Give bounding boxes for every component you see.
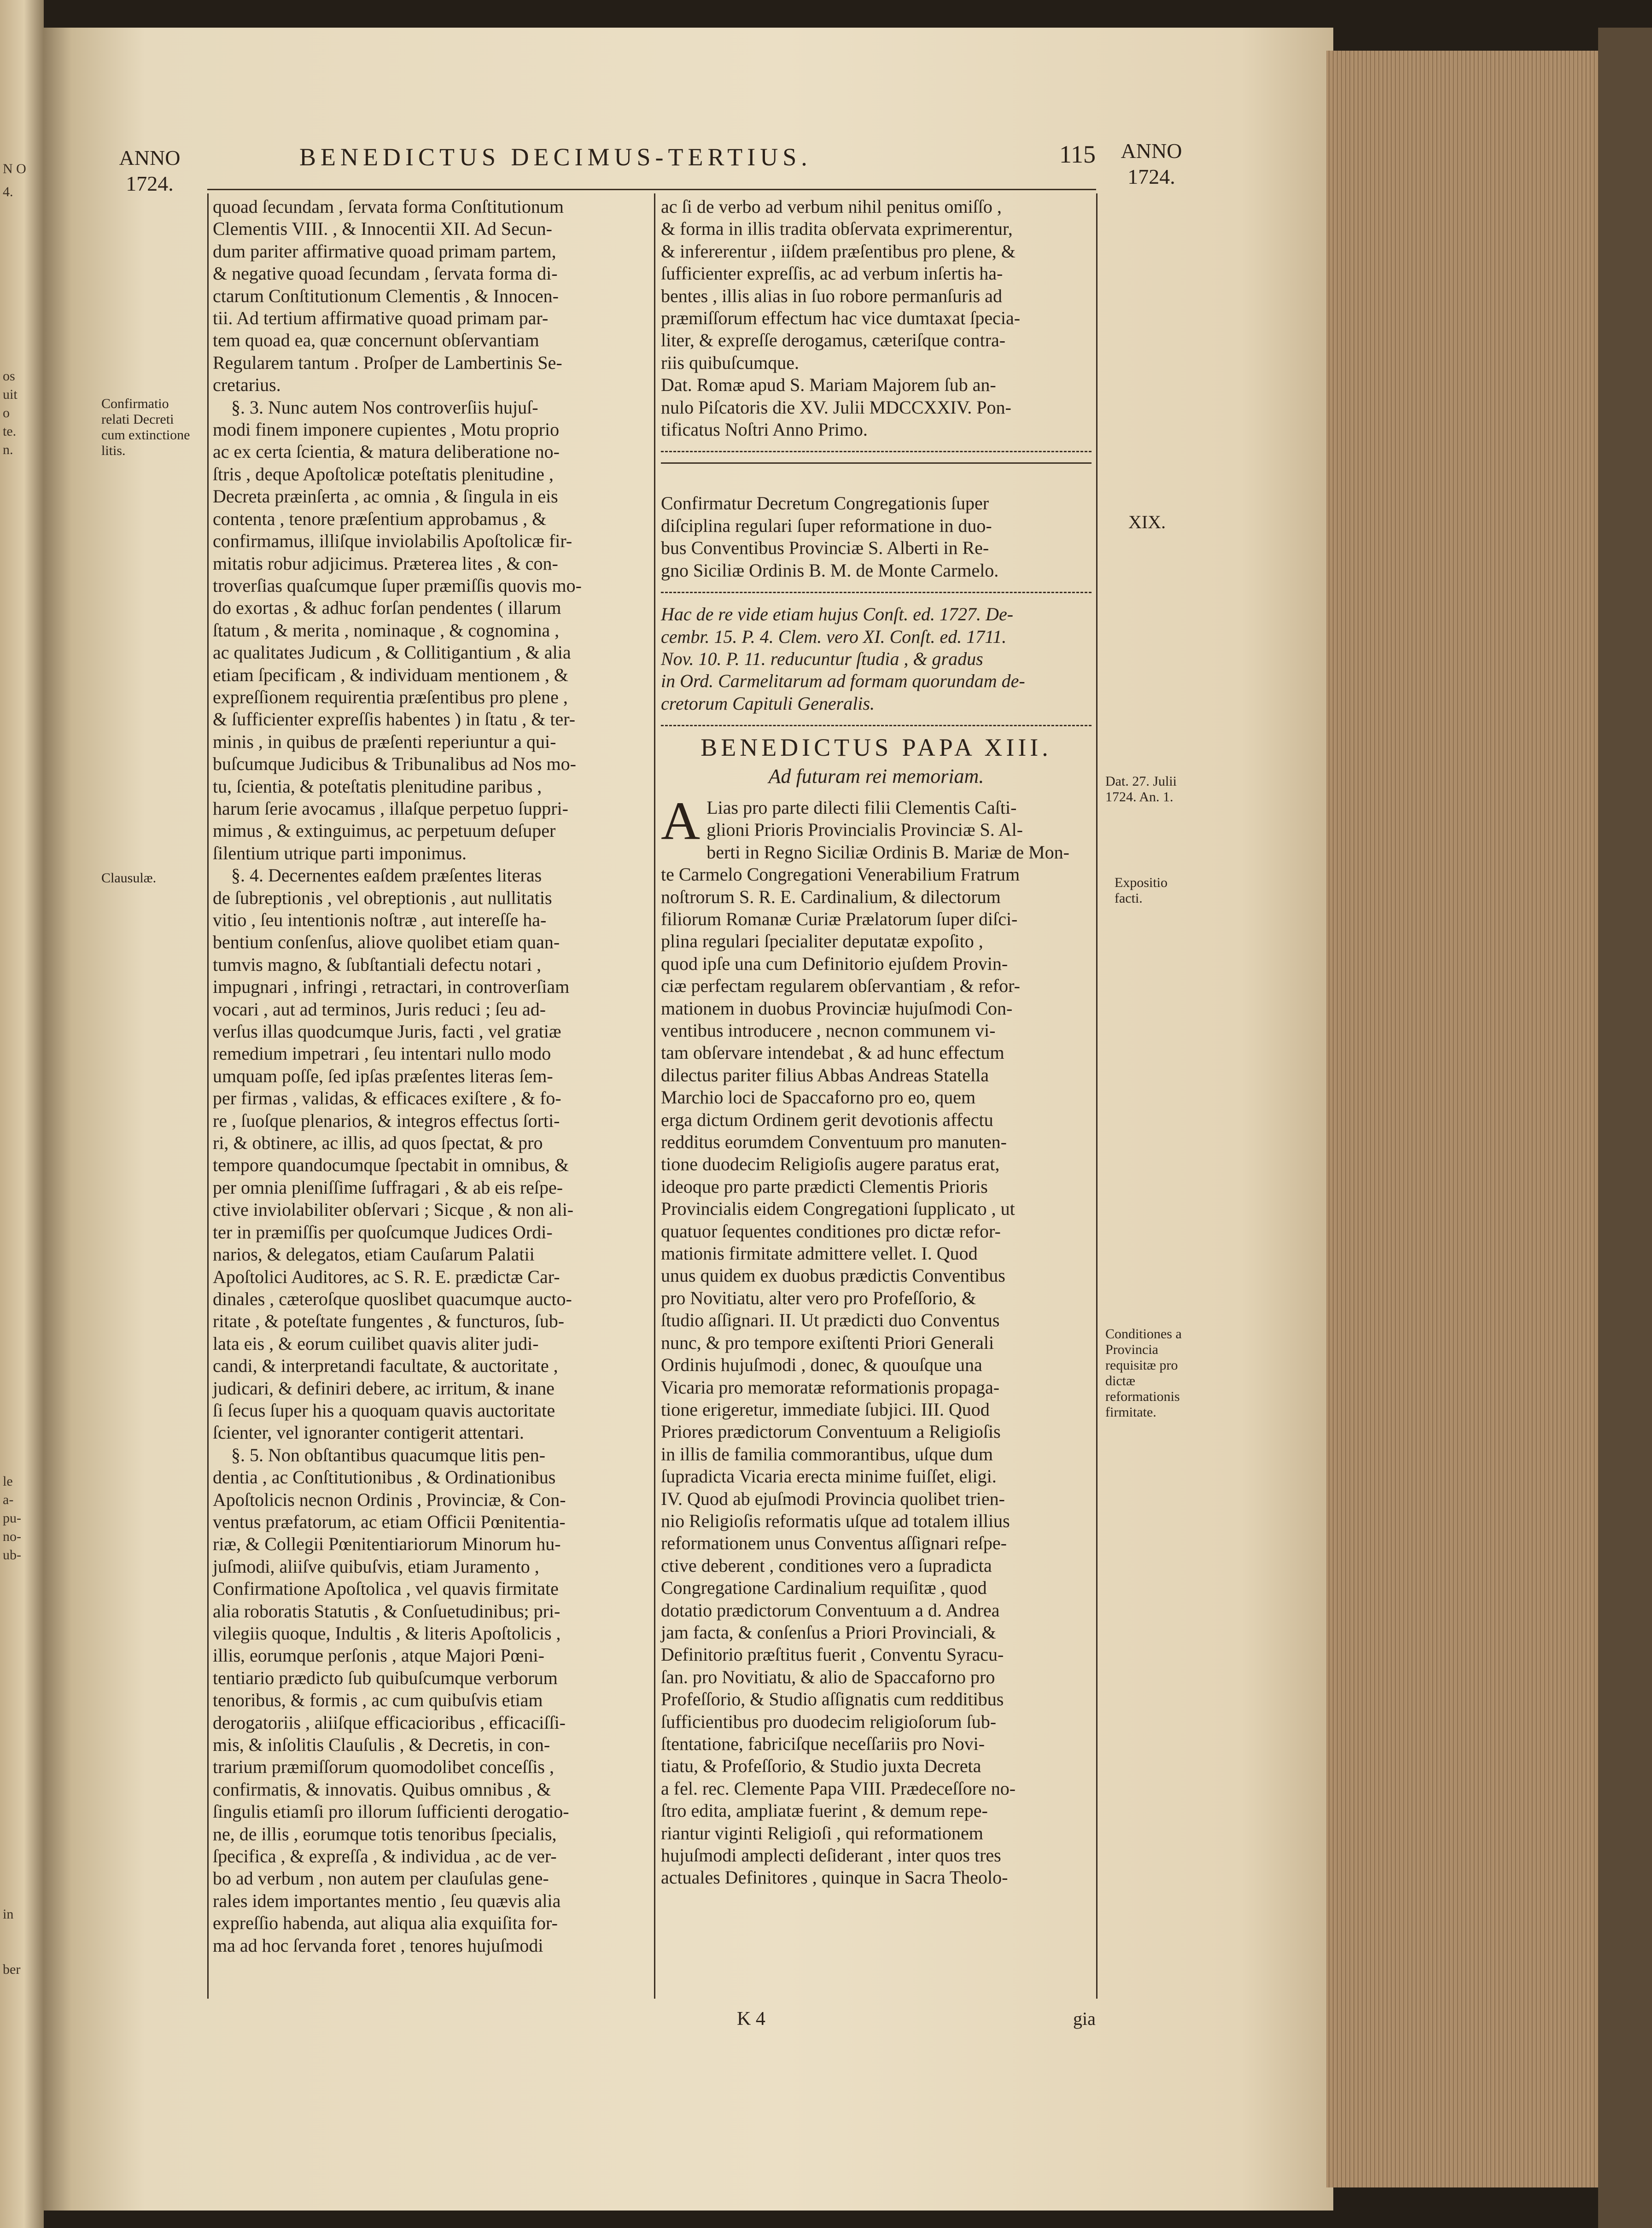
text-line: alia roboratis Statutis , & Conſuetudinibus; pri- [213, 1600, 560, 1621]
section-rule [661, 451, 1092, 452]
text-line: confirmamus, illiſque inviolabilis Apoſtolicæ fir- [213, 531, 572, 552]
text-line: Nov. 10. P. 11. reducuntur ſtudia , & gradus [661, 648, 983, 669]
papa-title: BENEDICTUS PAPA XIII. [700, 734, 1052, 762]
text-line: bo ad verbum , non autem per clauſulas gene- [213, 1868, 549, 1889]
text-line: ſtudio aſſignari. II. Ut prædicti duo Conventus [661, 1310, 1000, 1331]
page-number: 115 [1059, 140, 1096, 168]
text-line: ventus præfatorum, ac etiam Officii Pœnitentia- [213, 1511, 566, 1532]
text-line: per firmas , validas, & efficaces exiſtere , & fo- [213, 1088, 561, 1109]
text-line: umquam poſſe, ſed ipſas præſentes literas ſem- [213, 1065, 553, 1086]
prev-fragment: te. [3, 424, 17, 439]
margin-year-left [106, 145, 193, 197]
text-line: tem quoad ea, quæ concernunt obſervantiam [213, 330, 539, 351]
prev-fragment: 4. [3, 184, 13, 199]
text-line: vilegiis quoque, Indultis , & literis Apoſtolicis , [213, 1623, 561, 1644]
text-line: tii. Ad tertium affirmative quoad primam par- [213, 308, 549, 329]
text-line: ctive inviolabiliter obſervari ; Sicque , & non ali- [213, 1199, 574, 1220]
text-line: & negative quoad ſecundam , ſervata forma di- [213, 263, 558, 284]
text-line: de ſubreptionis , vel obreptionis , aut nullitatis [213, 887, 552, 908]
text-line: & forma in illis tradita obſervata exprimerentur, [661, 218, 1013, 239]
text-line: mis, & inſolitis Clauſulis , & Decretis, in con- [213, 1734, 550, 1756]
text-line: reformationem unus Conventus aſſignari reſpe- [661, 1533, 1007, 1554]
text-line: modi finem imponere cupientes , Motu proprio [213, 419, 560, 440]
text-line: ideoque pro parte prædicti Clementis Prioris [661, 1176, 988, 1197]
text-line: Apoſtolici Auditores, ac S. R. E. prædictæ Car- [213, 1266, 560, 1287]
text-line: dentia , ac Conſtitutionibus , & Ordinationibus [213, 1467, 556, 1488]
text-line: dilectus pariter filius Abbas Andreas Statella [661, 1064, 989, 1085]
text-line: filiorum Romanæ Curiæ Prælatorum ſuper diſci- [661, 908, 1018, 929]
text-line: narios, & delegatos, etiam Cauſarum Palatii [213, 1244, 535, 1265]
margin-note-date: Dat. 27. Julii 1724. An. 1. [1105, 774, 1177, 805]
text-line: nio Religioſis reformatis uſque ad totalem illius [661, 1510, 1010, 1531]
text-line: tione erigeretur, immediate ſubjici. III. Quod [661, 1399, 990, 1420]
text-line: §. 5. Non obſtantibus quacumque litis pen- [231, 1444, 546, 1465]
text-line: diſciplina regulari ſuper reformatione in duo- [661, 515, 992, 536]
text-line: ac ſi de verbo ad verbum nihil penitus omiſſo , [661, 196, 1002, 217]
year-label: 1724. [126, 172, 174, 195]
margin-year-right [1105, 138, 1197, 190]
text-line: Dat. Romæ apud S. Mariam Majorem ſub an- [661, 374, 996, 396]
text-line: dum pariter affirmative quoad primam partem, [213, 240, 556, 262]
text-line: riis quibuſcumque. [661, 352, 799, 373]
text-line: tificatus Noſtri Anno Primo. [661, 419, 868, 440]
text-line: jam facta, & conſenſus a Priori Provinciali, & [661, 1621, 996, 1643]
text-line: in illis de familia commorantibus, uſque dum [661, 1443, 993, 1464]
constitution-number: XIX. [1128, 512, 1166, 532]
text-line: ventibus introducere , necnon communem vi- [661, 1020, 996, 1041]
prev-fragment: n. [3, 442, 13, 457]
text-line: vitio , ſeu intentionis noſtræ , aut intereſſe ha- [213, 910, 547, 930]
text-line: liter, & expreſſe derogamus, cæteriſque contra- [661, 330, 1006, 351]
text-line: Confirmatur Decretum Congregationis ſuper [661, 493, 989, 514]
text-line: Provincialis eidem Congregationi ſupplicato , ut [661, 1198, 1015, 1219]
text-line: ritate , & poteſtate fungentes , & functuros, ſub- [213, 1311, 565, 1332]
text-line: ſtro edita, ampliatæ fuerint , & demum repe- [661, 1800, 988, 1821]
header-rule [207, 189, 1096, 190]
prev-fragment: os [3, 368, 15, 384]
prev-fragment: ber [3, 1962, 21, 1977]
column-rule-middle [654, 193, 655, 1999]
text-line: plina regulari ſpecialiter deputatæ expoſito , [661, 931, 983, 952]
text-line: ſtentatione, fabriciſque neceſſariis pro Novi- [661, 1733, 985, 1754]
text-line: tu, ſcientia, & poteſtatis plenitudine paribus , [213, 776, 542, 797]
year-label: 1724. [1127, 165, 1175, 188]
text-line: Apoſtolicis necnon Ordinis , Provinciæ, & Con- [213, 1489, 566, 1510]
text-line: & infererentur , iiſdem præſentibus pro plene, & [661, 240, 1016, 262]
text-line: noſtrorum S. R. E. Cardinalium, & dilectorum [661, 886, 1001, 907]
text-line: mationem in duobus Provinciæ hujuſmodi Con- [661, 997, 1013, 1019]
text-line: Ordinis hujuſmodi , donec, & quouſque una [661, 1354, 982, 1376]
text-line: ſtatum , & merita , nominaque , & cognomina , [213, 619, 560, 641]
text-line: mitatis robur adjicimus. Præterea lites , & con- [213, 553, 558, 574]
text-line: Priores prædictorum Conventuum a Religioſis [661, 1421, 1001, 1442]
prev-fragment: ub- [3, 1547, 21, 1563]
text-line: derogatoriis , aliiſque efficacioribus , efficaciſſi- [213, 1712, 566, 1733]
text-line: tenoribus, & formis , ac cum quibuſvis etiam [213, 1690, 543, 1711]
text-line: bentium conſenſus, aliove quolibet etiam quan- [213, 932, 560, 953]
text-line: unus quidem ex duobus prædictis Conventibus [661, 1265, 1005, 1286]
running-head: BENEDICTUS DECIMUS-TERTIUS. [299, 143, 812, 171]
letter-body [661, 790, 1092, 1889]
text-line: tam obſervare intendebat , & ad hunc effectum [661, 1042, 1004, 1063]
text-line: a fel. rec. Clemente Papa VIII. Prædeceſſore no- [661, 1778, 1016, 1799]
text-line: riantur viginti Religioſi , qui reformationem [661, 1822, 983, 1843]
text-line: ſingulis etiamſi pro illorum ſufficienti derogatio- [213, 1801, 569, 1822]
margin-note-conditiones: Conditiones a Provincia requisitæ pro dictæ reformationis firmitate. [1105, 1326, 1182, 1420]
reference-note [661, 603, 1092, 715]
text-line: riæ, & Collegii Pœnitentiariorum Minorum hu- [213, 1534, 561, 1555]
section-rule [661, 462, 1092, 464]
text-line: vocari , aut ad terminos, Juris reduci ; ſeu ad- [213, 998, 546, 1020]
text-line: mimus , & extinguimus, ac perpetuum deſuper [213, 820, 556, 841]
section-rule [661, 725, 1092, 726]
text-line: verſus illas quodcumque Juris, facti , vel gratiæ [213, 1021, 561, 1042]
text-line: præmiſſorum effectum hac vice dumtaxat ſpecia- [661, 308, 1021, 329]
left-column [213, 196, 648, 1957]
text-line: Lias pro parte dilecti filii Clementis Caſti- [706, 797, 1017, 818]
text-line: pro Novitiatu, alter vero pro Profeſſorio, & [661, 1287, 976, 1308]
text-line: nunc, & pro tempore exiſtenti Priori Generali [661, 1332, 994, 1353]
text-line: quatuor ſequentes conditiones pro dictæ refor- [661, 1220, 1001, 1242]
text-line: ma ad hoc ſervanda foret , tenores hujuſmodi [213, 1935, 543, 1956]
text-line: quod ipſe una cum Definitorio ejuſdem Provin- [661, 953, 1008, 974]
text-line: judicari, & definiri debere, ac irritum, & inane [213, 1377, 555, 1399]
text-line: bus Conventibus Provinciæ S. Alberti in Re- [661, 537, 989, 559]
text-line: Clementis VIII. , & Innocentii XII. Ad Secun- [213, 218, 552, 239]
text-line: cembr. 15. P. 4. Clem. vero XI. Conſt. ed. 1711. [661, 626, 1007, 647]
column-rule-right [1096, 193, 1097, 1999]
prev-fragment: uit [3, 387, 18, 402]
text-line: bentes , illis alias in ſuo robore permanſuris ad [661, 285, 1002, 306]
text-line: in Ord. Carmelitarum ad formam quorundam de- [661, 671, 1025, 692]
text-line: cretorum Capituli Generalis. [661, 693, 875, 714]
text-line: tumvis magno, & ſubſtantiali defectu notari , [213, 954, 542, 975]
text-line: glioni Prioris Provincialis Provinciæ S. Al- [706, 819, 1023, 840]
text-line: minis , in quibus de præſenti reperiuntur a qui- [213, 731, 556, 752]
text-line: ctarum Conſtitutionum Clementis , & Innocen- [213, 285, 559, 306]
text-line: trarium præmiſſorum quomodolibet conceſſis , [213, 1756, 554, 1778]
margin-note-clausulae: Clausulæ. [101, 870, 157, 886]
text-line: Profeſſorio, & Studio aſſignatis cum redditibus [661, 1689, 1004, 1710]
text-line: & ſufficienter expreſſis habentes ) in ſtatu , & ter- [213, 709, 576, 730]
text-line: Decreta præinſerta , ac omnia , & ſingula in eis [213, 486, 558, 507]
anno-label: ANNO [119, 146, 181, 169]
text-line: ſufficienter expreſſis, ac ad verbum inſertis ha- [661, 263, 1003, 284]
text-line: quoad ſecundam , ſervata forma Conſtitutionum [213, 196, 564, 217]
text-line: ciæ perfectam regularem obſervantiam , & refor- [661, 975, 1020, 997]
drop-cap: A [661, 790, 700, 851]
text-line: te Carmelo Congregationi Venerabilium Fratrum [661, 864, 1020, 885]
printed-area [92, 111, 1197, 2045]
prev-fragment: a- [3, 1492, 14, 1507]
text-line: confirmatis, & innovatis. Quibus omnibus , & [213, 1779, 551, 1800]
text-line: Marchio loci de Spaccaforno pro eo, quem [661, 1087, 976, 1108]
text-line: ac ex certa ſcientia, & matura deliberatione no- [213, 441, 560, 462]
text-line: Regularem tantum . Proſper de Lambertinis Se- [213, 352, 562, 373]
text-line: do exortas , & adhuc forſan pendentes ( illarum [213, 597, 561, 618]
text-line: troverſias quaſcumque ſuper præmiſſis quovis mo- [213, 575, 582, 596]
text-line: ri, & obtinere, ac illis, ad quos ſpectat, & pro [213, 1132, 543, 1154]
text-line: gno Siciliæ Ordinis B. M. de Monte Carmelo. [661, 560, 999, 581]
prev-fragment: no- [3, 1529, 21, 1544]
text-line: ſufficientibus pro duodecim religioſorum ſub- [661, 1711, 997, 1732]
prev-fragment: pu- [3, 1511, 21, 1526]
text-line: ne, de illis , eorumque totis tenoribus ſpecialis, [213, 1823, 557, 1844]
prev-fragment: N O [3, 161, 26, 176]
text-line: hujuſmodi amplecti deſiderant , inter quos tres [661, 1845, 1001, 1866]
text-line: harum ſerie avocamus , illaſque perpetuo ſuppri- [213, 798, 568, 819]
text-line: contenta , tenore præſentium approbamus , & [213, 508, 547, 529]
previous-page-edge [0, 0, 44, 2228]
text-line: re , ſuoſque plenarios, & integros effectus ſorti- [213, 1110, 560, 1131]
prev-fragment: in [3, 1907, 14, 1922]
column-rule-left [207, 193, 209, 1999]
text-line: IV. Quod ab ejuſmodi Provincia quolibet trien- [661, 1488, 1005, 1509]
text-line: ſupradicta Vicaria erecta minime fuiſſet, eligi. [661, 1466, 997, 1487]
text-line: tione duodecim Religioſis augere paratus erat, [661, 1154, 1000, 1175]
text-line: impugnari , infringi , retractari, in controverſiam [213, 976, 570, 997]
anno-label: ANNO [1121, 139, 1182, 163]
text-line: §. 3. Nunc autem Nos controverſiis hujuſ- [231, 397, 538, 418]
catchword: gia [1073, 2008, 1096, 2029]
text-line: rales idem importantes mentio , ſeu quævis alia [213, 1890, 561, 1911]
text-line: Congregatione Cardinalium requiſitæ , quod [661, 1577, 987, 1598]
memoriam-line: Ad futuram rei memoriam. [768, 764, 984, 787]
text-line: mationis firmitate admittere vellet. I. Quod [661, 1243, 978, 1264]
margin-note-expositio: Expositio facti. [1115, 875, 1168, 906]
text-line: Hac de re vide etiam hujus Conſt. ed. 1727. De- [661, 604, 1014, 625]
text-line: expreſſio habenda, aut aliqua alia exquiſita for- [213, 1913, 558, 1934]
text-line: cretarius. [213, 374, 281, 396]
text-line: remedium impetrari , ſeu intentari nullo modo [213, 1043, 551, 1064]
closing-text [661, 196, 1092, 441]
text-line: §. 4. Decernentes eaſdem præſentes literas [231, 865, 542, 886]
text-line: illis, eorumque perſonis , atque Majori Pœni- [213, 1645, 544, 1666]
margin-note-confirmatio: Confirmatio relati Decreti cum extinctione litis. [101, 396, 190, 458]
text-line: nulo Piſcatoris die XV. Julii MDCCXXIV. Pon- [661, 397, 1011, 418]
text-line: ter in præmiſſis per quoſcumque Judices Ordi- [213, 1221, 553, 1242]
page-edges [1326, 51, 1621, 2187]
text-line: candi, & interpretandi facultate, & auctoritate , [213, 1355, 558, 1376]
text-line: ſi ſecus ſuper his a quoquam quavis auctoritate [213, 1400, 555, 1421]
text-line: ctive deberent , conditiones vero a ſupradicta [661, 1555, 992, 1576]
text-line: ſtris , deque Apoſtolicæ poteſtatis plenitudine , [213, 463, 554, 484]
book-binding [1598, 28, 1652, 2228]
text-line: tempore quandocumque ſpectabit in omnibus, & [213, 1155, 569, 1176]
text-line: expreſſionem requirentia præſentibus pro plene , [213, 686, 568, 707]
text-line: tentiario prædicto ſub quibuſcumque verborum [213, 1667, 558, 1688]
text-line: juſmodi, aliiſve quibuſvis, etiam Juramento , [213, 1556, 539, 1577]
section-rule [661, 592, 1092, 593]
text-line: etiam ſpecificam , & individuam mentionem , & [213, 664, 569, 685]
prev-fragment: le [3, 1474, 13, 1489]
signature-mark: K 4 [737, 2008, 765, 2030]
summary [661, 492, 1092, 582]
text-line: lata eis , & eorum cuilibet quavis aliter judi- [213, 1333, 539, 1354]
text-line: Definitorio præſtitus fuerit , Conventu Syracu- [661, 1644, 1004, 1665]
text-line: ſilentium utrique parti imponimus. [213, 842, 467, 863]
text-line: dinales , cæteroſque quoslibet quacumque aucto- [213, 1288, 572, 1309]
text-line: ſpecifica , & expreſſa , & individua , ac de ver- [213, 1846, 557, 1867]
text-line: ſcienter, vel ignoranter contigerit attentari. [213, 1422, 524, 1443]
text-line: redditus eorumdem Conventuum pro manuten- [661, 1131, 1007, 1153]
text-line: actuales Definitores , quinque in Sacra Theolo- [661, 1867, 1008, 1888]
text-line: ſan. pro Novitiatu, & alio de Spaccaforno pro [661, 1666, 995, 1687]
text-line: Confirmatione Apoſtolica , vel quavis firmitate [213, 1578, 559, 1599]
text-line: erga dictum Ordinem gerit devotionis affectu [661, 1109, 993, 1130]
text-line: per omnia pleniſſime ſuffragari , & ab eis reſpe- [213, 1177, 563, 1198]
text-line: berti in Regno Siciliæ Ordinis B. Mariæ de Mon- [706, 841, 1069, 863]
text-line: buſcumque Judicibus & Tribunalibus ad Nos mo- [213, 753, 576, 775]
right-column [661, 196, 1092, 1889]
text-line: tiatu, & Profeſſorio, & Studio juxta Decreta [661, 1756, 981, 1777]
text-line: ac qualitates Judicum , & Collitigantium , & alia [213, 642, 571, 663]
text-line: Vicaria pro memoratæ reformationis propaga- [661, 1376, 1000, 1398]
prev-fragment: o [3, 405, 10, 420]
text-line: dotatio prædictorum Conventuum a d. Andrea [661, 1599, 1000, 1621]
